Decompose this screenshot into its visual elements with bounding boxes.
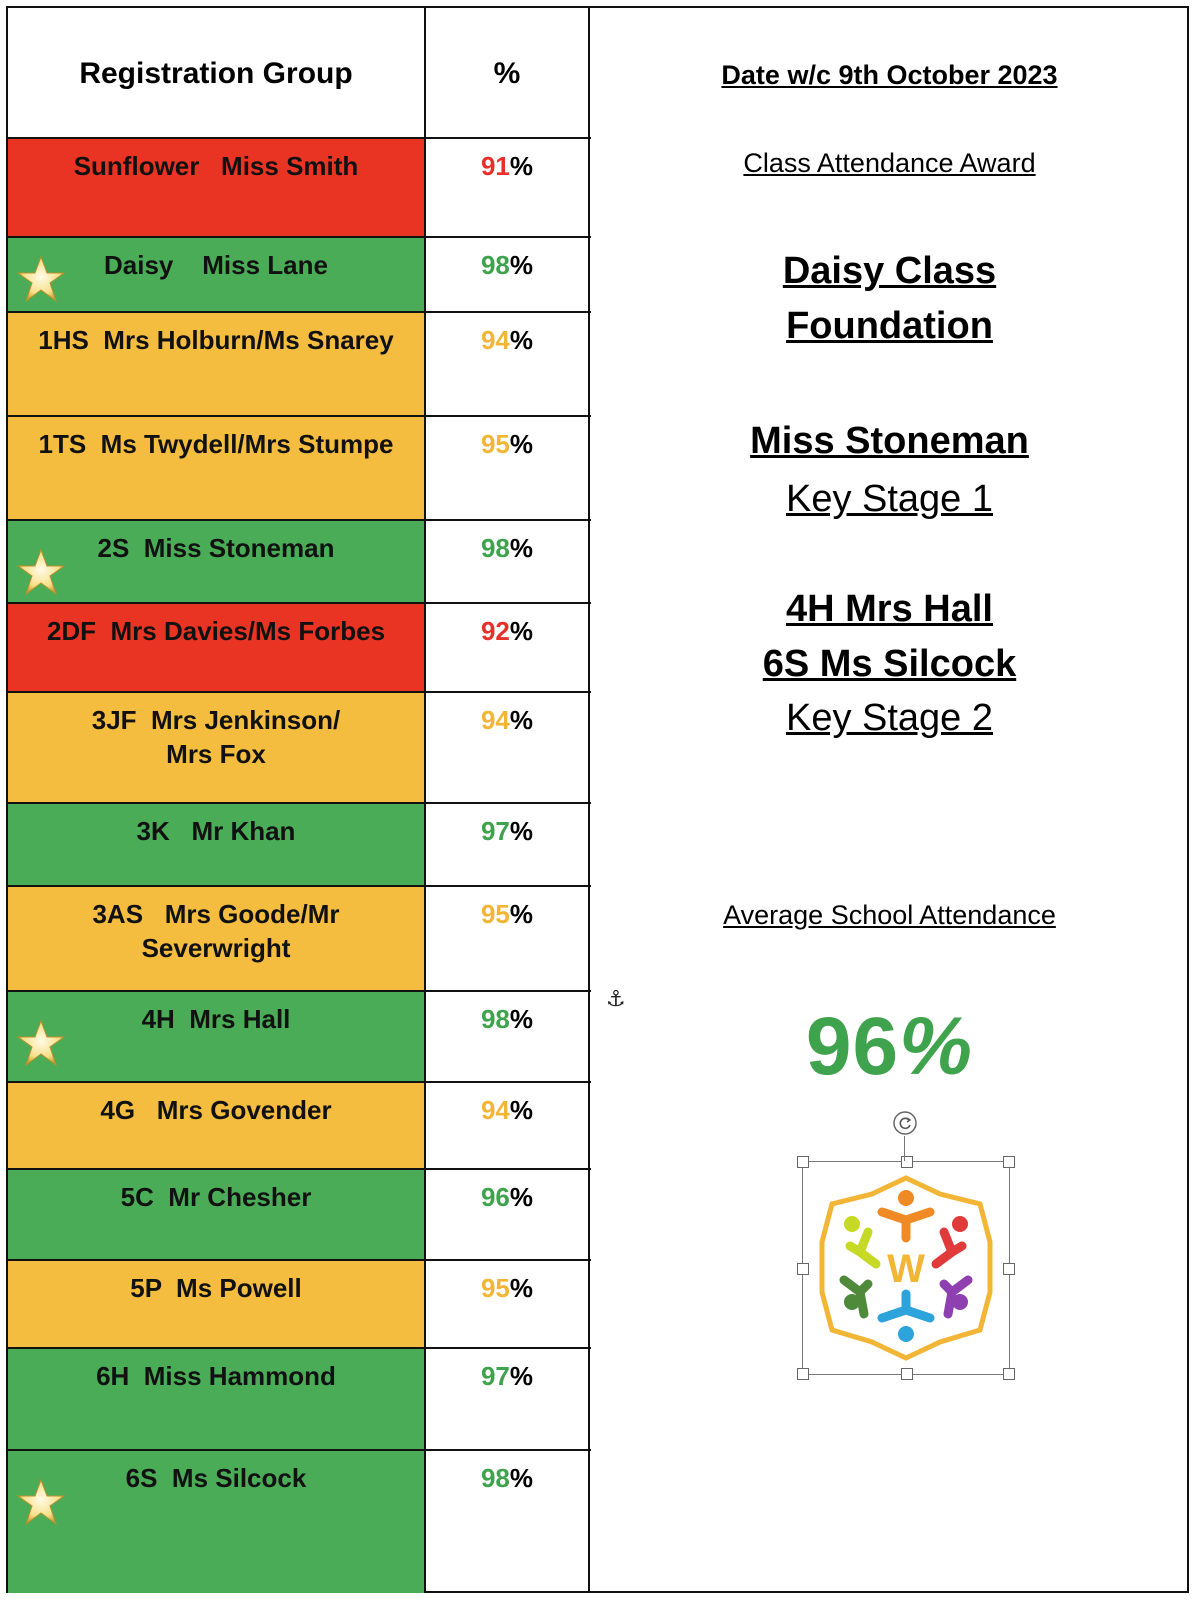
registration-group-cell: [8, 604, 424, 692]
percent-symbol: %: [509, 1095, 534, 1125]
registration-group-label: 2S Miss Stoneman: [97, 533, 335, 563]
attendance-percent-value: 97: [480, 1361, 510, 1391]
percent-symbol: %: [509, 1182, 534, 1212]
attendance-percent-value: 96: [480, 1182, 510, 1212]
percent-symbol: %: [509, 429, 534, 459]
attendance-percent-value: 95: [480, 429, 510, 459]
percent-symbol: %: [509, 1463, 534, 1493]
attendance-percent-cell: [426, 1083, 588, 1127]
attendance-percent-cell: [426, 887, 588, 931]
resize-handle[interactable]: [797, 1263, 809, 1275]
registration-group-cell: [8, 1170, 424, 1260]
registration-group-cell: [8, 417, 424, 520]
attendance-percent-value: 97: [480, 816, 510, 846]
award-winner-foundation: Foundation: [786, 305, 993, 347]
attendance-percent-cell: [426, 804, 588, 848]
attendance-percent-value: 98: [480, 533, 510, 563]
attendance-percent-value: 98: [480, 1463, 510, 1493]
registration-group-label: Severwright: [141, 933, 291, 963]
percent-symbol: %: [509, 1273, 534, 1303]
rotate-handle-icon[interactable]: [892, 1110, 918, 1136]
star-icon: [16, 255, 66, 305]
registration-group-cell: [8, 992, 424, 1082]
star-icon: [16, 548, 66, 598]
resize-handle[interactable]: [1003, 1368, 1015, 1380]
attendance-percent-cell: [426, 313, 588, 357]
star-icon: [16, 1478, 66, 1528]
resize-handle[interactable]: [797, 1368, 809, 1380]
attendance-percent-value: 92: [480, 616, 510, 646]
attendance-percent-value: 94: [480, 1095, 510, 1125]
registration-group-label: Daisy Miss Lane: [104, 250, 328, 280]
attendance-percent-cell: [426, 693, 588, 737]
attendance-percent-cell: [426, 521, 588, 565]
attendance-percent-value: 98: [480, 250, 510, 280]
registration-group-cell: [8, 1083, 424, 1169]
attendance-percent-value: 95: [480, 899, 510, 929]
resize-handle[interactable]: [1003, 1263, 1015, 1275]
registration-group-label: 2DF Mrs Davies/Ms Forbes: [46, 616, 386, 646]
percent-symbol: %: [509, 533, 534, 563]
award-winner-4h: 4H Mrs Hall: [786, 588, 993, 630]
attendance-percent-value: 94: [480, 705, 510, 735]
registration-group-cell: [8, 693, 424, 803]
registration-group-label: 5C Mr Chesher: [120, 1182, 312, 1212]
attendance-percent-cell: [426, 1451, 588, 1495]
award-winner-ks1: Miss Stoneman: [750, 420, 1029, 462]
week-date: Date w/c 9th October 2023: [721, 60, 1058, 90]
registration-group-cell: [8, 1349, 424, 1450]
anchor-icon: ⚓: [606, 986, 626, 1011]
star-icon: [16, 1019, 66, 1069]
key-stage-1-label: Key Stage 1: [785, 478, 994, 520]
registration-group-label: 6H Miss Hammond: [96, 1361, 336, 1391]
award-winner-6s: 6S Ms Silcock: [762, 643, 1017, 685]
registration-group-cell: [8, 1261, 424, 1348]
attendance-percent-cell: [426, 417, 588, 461]
average-attendance-value: 96%: [805, 1001, 974, 1092]
registration-group-label: 3JF Mrs Jenkinson/: [91, 705, 341, 735]
attendance-percent-cell: [426, 238, 588, 282]
percent-symbol: %: [509, 1361, 534, 1391]
percent-symbol: %: [509, 616, 534, 646]
percent-symbol: %: [509, 151, 534, 181]
attendance-percent-value: 91: [480, 151, 510, 181]
registration-group-label: 1TS Ms Twydell/Mrs Stumpe: [38, 429, 394, 459]
rotate-handle-stem: [904, 1136, 905, 1161]
percent-symbol: %: [509, 1004, 534, 1034]
registration-group-label: 1HS Mrs Holburn/Ms Snarey: [38, 325, 394, 355]
registration-group-cell: [8, 887, 424, 991]
percent-symbol: %: [509, 325, 534, 355]
column-divider: [588, 6, 590, 1593]
attendance-percent-cell: [426, 1261, 588, 1305]
percent-symbol: %: [509, 816, 534, 846]
attendance-percent-value: 95: [480, 1273, 510, 1303]
attendance-percent-value: 94: [480, 325, 510, 355]
attendance-percent-cell: [426, 139, 588, 183]
percent-symbol: %: [509, 705, 534, 735]
registration-group-cell: [8, 139, 424, 237]
resize-handle[interactable]: [1003, 1156, 1015, 1168]
award-winner-daisy: Daisy Class: [782, 250, 997, 292]
registration-group-label: 5P Ms Powell: [130, 1273, 302, 1303]
registration-group-label: 6S Ms Silcock: [125, 1463, 307, 1493]
registration-group-label: 3AS Mrs Goode/Mr: [92, 899, 340, 929]
average-heading: Average School Attendance: [723, 900, 1056, 930]
award-heading: Class Attendance Award: [743, 148, 1036, 178]
header-percent: %: [493, 57, 521, 90]
key-stage-2-label: Key Stage 2: [785, 697, 994, 739]
registration-group-label: 3K Mr Khan: [136, 816, 296, 846]
resize-handle[interactable]: [797, 1156, 809, 1168]
attendance-percent-cell: [426, 992, 588, 1036]
registration-group-cell: [8, 1451, 424, 1593]
registration-group-cell: [8, 238, 424, 312]
registration-group-cell: [8, 804, 424, 886]
registration-group-label: Sunflower Miss Smith: [73, 151, 359, 181]
registration-group-label: Mrs Fox: [166, 739, 266, 769]
registration-group-label: 4G Mrs Govender: [100, 1095, 332, 1125]
resize-handle[interactable]: [901, 1156, 913, 1168]
header-registration-group: Registration Group: [79, 57, 353, 90]
registration-group-cell: [8, 521, 424, 603]
school-logo: [812, 1172, 1000, 1362]
resize-handle[interactable]: [901, 1368, 913, 1380]
attendance-percent-value: 98: [480, 1004, 510, 1034]
attendance-percent-cell: [426, 604, 588, 648]
percent-symbol: %: [509, 250, 534, 280]
registration-group-cell: [8, 313, 424, 416]
registration-group-label: 4H Mrs Hall: [141, 1004, 291, 1034]
attendance-percent-cell: [426, 1170, 588, 1214]
attendance-percent-cell: [426, 1349, 588, 1393]
percent-symbol: %: [509, 899, 534, 929]
svg-text:W: W: [887, 1247, 925, 1291]
